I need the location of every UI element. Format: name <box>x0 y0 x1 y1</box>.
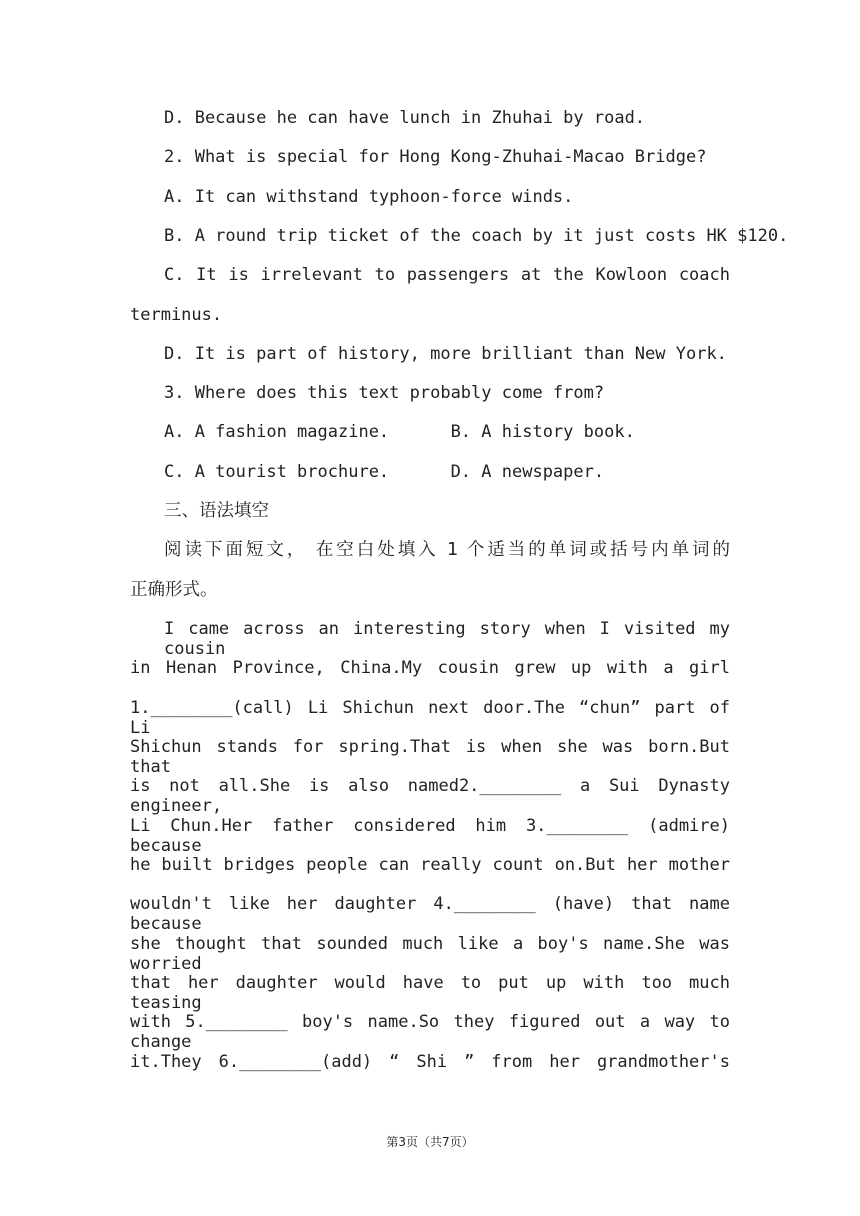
passage-line: Shichun stands for spring.That is when she was born.But that <box>130 737 730 777</box>
section-heading: 三、语法填空 <box>164 501 269 521</box>
page-footer: 第3页（共7页） <box>386 1135 474 1149</box>
option-2b: B. A round trip ticket of the coach by it just costs HK $120. <box>164 226 789 246</box>
options-3ab: A. A fashion magazine. B. A history book. <box>164 422 635 442</box>
option-2d: D. It is part of history, more brilliant than New York. <box>164 344 727 364</box>
option-1d: D. Because he can have lunch in Zhuhai by road. <box>164 108 646 128</box>
instructions: 阅读下面短文， 在空白处填入 1 个适当的单词或括号内单词的 <box>164 540 730 560</box>
options-3cd: C. A tourist brochure. D. A newspaper. <box>164 462 605 482</box>
option-2c-continued: terminus. <box>130 305 223 325</box>
passage-line: it.They 6.________(add) “ Shi ” from her grandmother's <box>130 1052 730 1072</box>
passage-line: in Henan Province, China.My cousin grew up with a girl <box>130 658 730 678</box>
option-2c: C. It is irrelevant to passengers at the Kowloon coach <box>164 265 730 285</box>
passage-line: he built bridges people can really count on.But her mother <box>130 855 730 875</box>
passage-line: wouldn't like her daughter 4.________ (have) that name because <box>130 894 730 934</box>
passage-line: I came across an interesting story when I visited my cousin <box>164 619 730 659</box>
instructions-continued: 正确形式。 <box>130 580 218 600</box>
passage-line: that her daughter would have to put up with too much teasing <box>130 973 730 1013</box>
passage-line: with 5.________ boy's name.So they figured out a way to change <box>130 1012 730 1052</box>
passage-line: she thought that sounded much like a boy's name.She was worried <box>130 934 730 974</box>
passage-line: 1.________(call) Li Shichun next door.The “chun” part of Li <box>130 698 730 738</box>
question-2: 2. What is special for Hong Kong-Zhuhai-Macao Bridge? <box>164 147 707 167</box>
question-3: 3. Where does this text probably come from? <box>164 383 605 403</box>
option-2a: A. It can withstand typhoon-force winds. <box>164 187 574 207</box>
passage-line: is not all.She is also named2.________ a Sui Dynasty engineer, <box>130 776 730 816</box>
passage-line: Li Chun.Her father considered him 3.________ (admire) because <box>130 816 730 856</box>
